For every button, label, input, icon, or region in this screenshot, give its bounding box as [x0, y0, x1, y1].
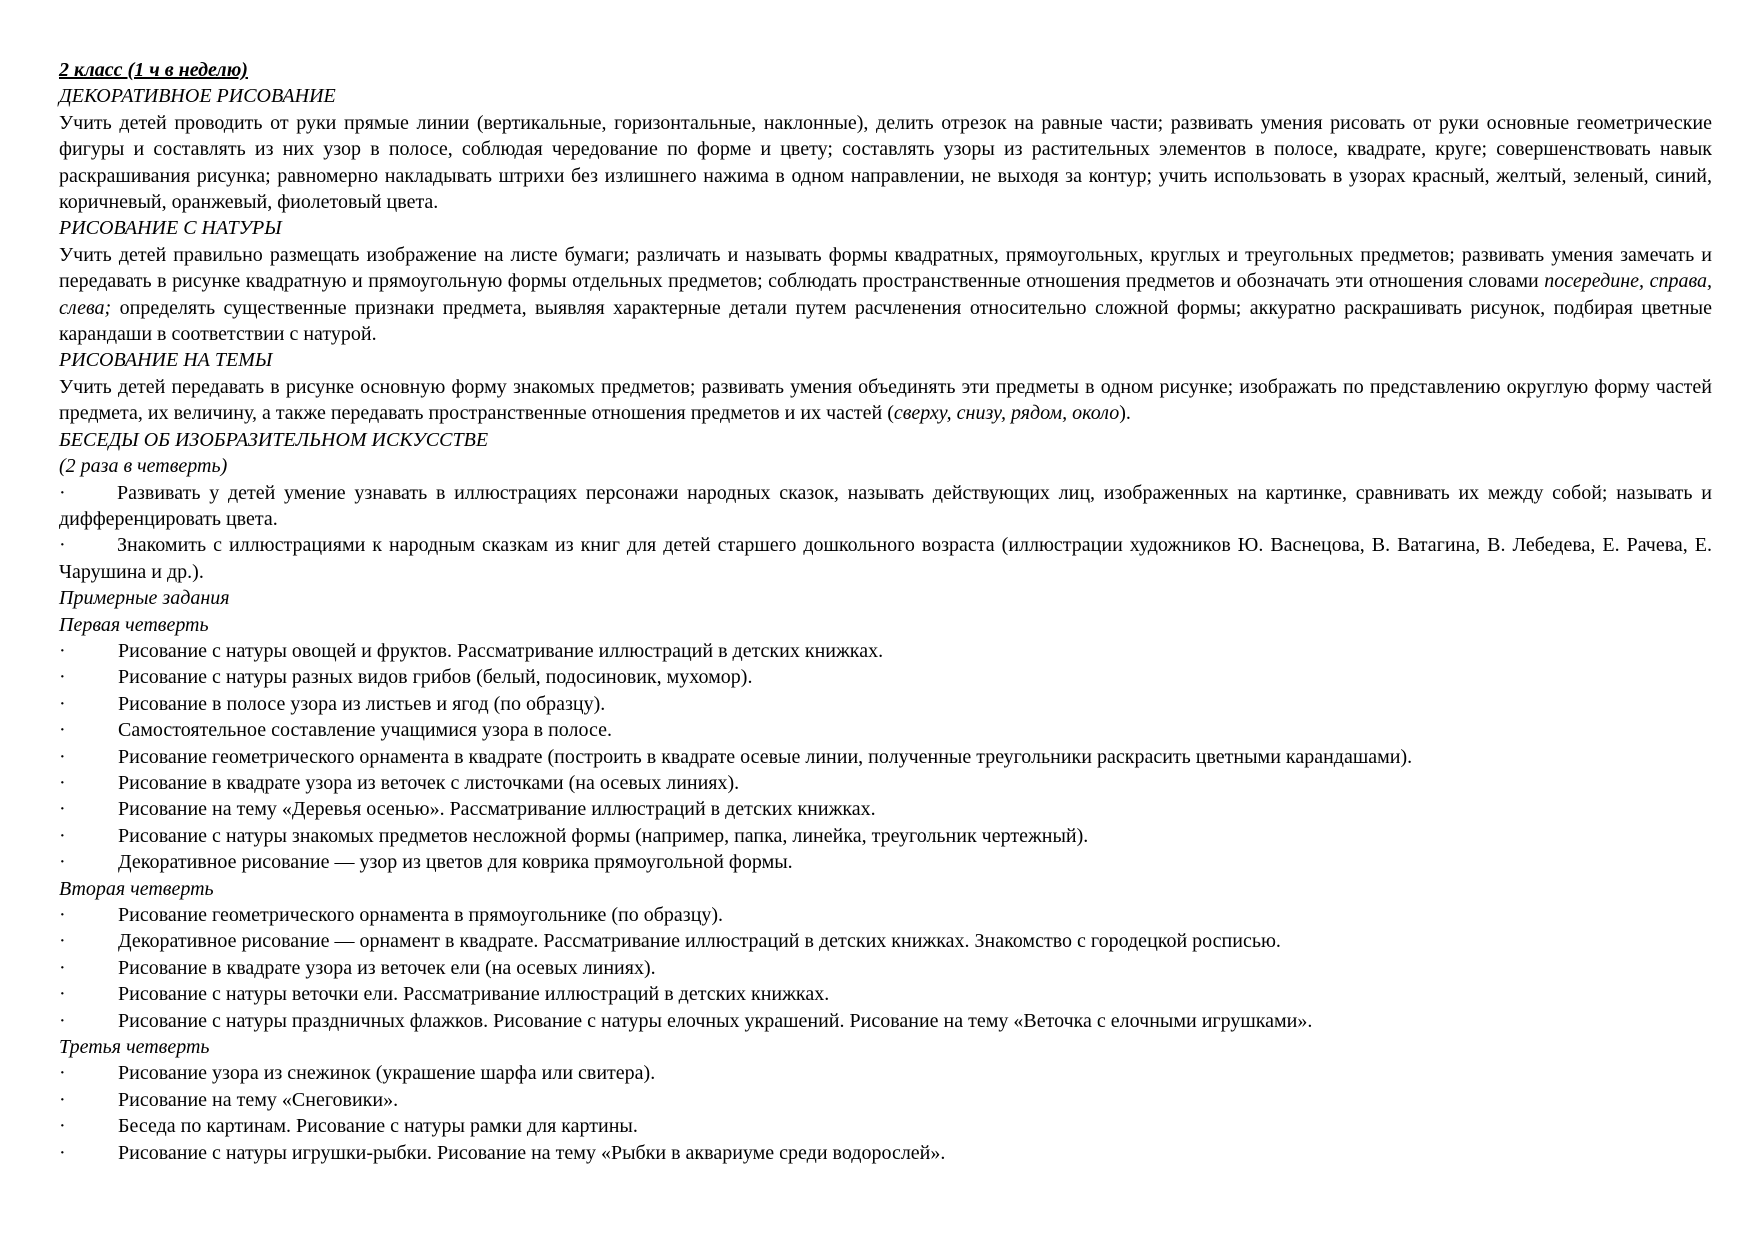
- bullet-dot: ·: [59, 639, 66, 662]
- section-heading-themes: РИСОВАНИЕ НА ТЕМЫ: [59, 349, 273, 372]
- quarter-1-heading: Первая четверть: [59, 613, 209, 636]
- section-text-themes: [59, 374, 1712, 427]
- list-item-text: Рисование с натуры знакомых предметов несложной формы (например, папка, линейка, треугольник чертежный).: [118, 824, 1089, 847]
- bullet-dot: ·: [59, 1062, 66, 1085]
- list-item: [59, 664, 1712, 690]
- list-item: [59, 1087, 1712, 1113]
- list-item: [59, 480, 1712, 533]
- list-item-text: Рисование в квадрате узора из веточек с листочками (на осевых линиях).: [118, 771, 740, 794]
- document-page: [59, 57, 1712, 1166]
- list-item: [59, 928, 1712, 954]
- bullet-dot: ·: [59, 692, 66, 715]
- tasks-heading: Примерные задания: [59, 587, 230, 610]
- list-item: [59, 744, 1712, 770]
- bullet-dot: ·: [59, 534, 66, 557]
- bullet-dot: ·: [59, 719, 66, 742]
- list-item: [59, 532, 1712, 585]
- section-heading-talks: БЕСЕДЫ ОБ ИЗОБРАЗИТЕЛЬНОМ ИСКУССТВЕ: [59, 428, 489, 451]
- section-text-nature: [59, 242, 1712, 348]
- list-item-text: Рисование геометрического орнамента в квадрате (построить в квадрате осевые линии, полученные треугольники раскрасить цветными карандашами).: [118, 745, 1413, 768]
- nature-text-emphasis: посередине, справа, слева;: [59, 270, 1712, 319]
- list-item: [59, 955, 1712, 981]
- list-item-text: Рисование с натуры разных видов грибов (белый, подосиновик, мухомор).: [118, 666, 753, 689]
- list-item-text: Знакомить с иллюстрациями к народным сказкам из книг для детей старшего дошкольного возраста (иллюстрации художников Ю. Васнецова, В. Ватагина, В. Лебедева, Е. Рачева, Е. Чарушина и др.).: [59, 534, 1712, 583]
- list-item: [59, 1113, 1712, 1139]
- list-item: [59, 981, 1712, 1007]
- list-item: [59, 796, 1712, 822]
- quarter-3-heading: Третья четверть: [59, 1036, 210, 1059]
- list-item: [59, 1008, 1712, 1034]
- list-item: [59, 691, 1712, 717]
- bullet-dot: ·: [59, 930, 66, 953]
- list-item: [59, 1060, 1712, 1086]
- bullet-dot: ·: [59, 824, 66, 847]
- section-heading-decorative: ДЕКОРАТИВНОЕ РИСОВАНИЕ: [59, 85, 336, 108]
- list-item: [59, 849, 1712, 875]
- list-item-text: Рисование на тему «Снеговики».: [118, 1088, 399, 1111]
- bullet-dot: ·: [59, 745, 66, 768]
- quarter-2-heading: Вторая четверть: [59, 877, 214, 900]
- themes-paren-close: ).: [1119, 402, 1131, 425]
- bullet-dot: ·: [59, 1009, 66, 1032]
- list-item-text: Развивать у детей умение узнавать в иллюстрациях персонажи народных сказок, называть действующих лиц, изображенных на картинке, сравнивать их между собой; называть и дифференцировать цвета.: [59, 481, 1712, 530]
- nature-text-part-2: определять существенные признаки предмета, выявляя характерные детали путем расчленения относительно сложной формы; аккуратно раскрашивать рисунок, подбирая цветные карандаши в соответствии с натурой.: [59, 296, 1712, 346]
- list-item-text: Рисование с натуры игрушки-рыбки. Рисование на тему «Рыбки в аквариуме среди водорослей».: [118, 1141, 946, 1164]
- list-item: [59, 717, 1712, 743]
- bullet-dot: ·: [59, 798, 66, 821]
- list-item-text: Самостоятельное составление учащимися узора в полосе.: [118, 719, 613, 742]
- list-item-text: Рисование в квадрате узора из веточек ели (на осевых линиях).: [118, 956, 656, 979]
- section-heading-nature: РИСОВАНИЕ С НАТУРЫ: [59, 217, 282, 240]
- list-item: [59, 1140, 1712, 1166]
- section-text-decorative: Учить детей проводить от руки прямые линии (вертикальные, горизонтальные, наклонные), делить отрезок на равные части; развивать умения рисовать от руки основные геометрические фигуры и составлять из них узор в полосе, соблюдая чередование по форме и цвету; составлять узоры из растительных элементов в полосе, квадрате, круге; совершенствовать навык раскрашивания рисунка; равномерно накладывать штрихи без излишнего нажима в одном направлении, не выходя за контур; учить использовать в узорах красный, желтый, зеленый, синий, коричневый, оранжевый, фиолетовый цвета.: [59, 111, 1712, 214]
- themes-text-emphasis: сверху, снизу, рядом, около: [893, 402, 1120, 425]
- list-item-text: Рисование в полосе узора из листьев и ягод (по образцу).: [118, 692, 606, 715]
- list-item: [59, 902, 1712, 928]
- list-item-text: Декоративное рисование — узор из цветов для коврика прямоугольной формы.: [118, 851, 793, 874]
- list-item-text: Рисование на тему «Деревья осенью». Рассматривание иллюстраций в детских книжках.: [118, 798, 876, 821]
- bullet-dot: ·: [59, 956, 66, 979]
- themes-paren-open: (: [887, 402, 894, 425]
- bullet-dot: ·: [59, 904, 66, 926]
- list-item-text: Рисование с натуры праздничных флажков. Рисование с натуры елочных украшений. Рисование на тему «Веточка с елочными игрушками».: [118, 1009, 1313, 1032]
- themes-text-part-1: Учить детей передавать в рисунке основную форму знакомых предметов; развивать умения объединять эти предметы в одном рисунке; изображать по представлению округлую форму частей предмета, их величину, а также передавать пространственные отношения предметов и их частей: [59, 375, 1712, 425]
- list-item: [59, 770, 1712, 796]
- list-item: [59, 638, 1712, 664]
- list-item-text: Рисование узора из снежинок (украшение шарфа или свитера).: [118, 1062, 656, 1085]
- list-item-text: Рисование с натуры овощей и фруктов. Рассматривание иллюстраций в детских книжках.: [118, 639, 884, 662]
- bullet-dot: ·: [59, 1088, 66, 1111]
- list-item: [59, 823, 1712, 849]
- nature-text-part-1: Учить детей правильно размещать изображение на листе бумаги; различать и называть формы квадратных, прямоугольных, круглых и треугольных предметов; развивать умения замечать и передавать в рисунке квадратную и прямоугольную формы отдельных предметов; соблюдать пространственные отношения предметов и обозначать эти отношения словами: [59, 243, 1712, 293]
- section-subheading-talks: (2 раза в четверть): [59, 455, 228, 478]
- bullet-dot: ·: [59, 851, 66, 874]
- page-title: 2 класс (1 ч в неделю): [59, 59, 248, 81]
- bullet-dot: ·: [59, 1115, 66, 1138]
- list-item-text: Декоративное рисование — орнамент в квадрате. Рассматривание иллюстраций в детских книжках. Знакомство с городецкой росписью.: [118, 930, 1281, 953]
- list-item-text: Рисование с натуры веточки ели. Рассматривание иллюстраций в детских книжках.: [118, 983, 830, 1006]
- bullet-dot: ·: [59, 666, 66, 689]
- list-item-text: Беседа по картинам. Рисование с натуры рамки для картины.: [118, 1115, 638, 1138]
- bullet-dot: ·: [59, 1141, 66, 1164]
- list-item-text: Рисование геометрического орнамента в прямоугольнике (по образцу).: [118, 904, 724, 926]
- bullet-dot: ·: [59, 983, 66, 1006]
- bullet-dot: ·: [59, 771, 66, 794]
- bullet-dot: ·: [59, 481, 66, 504]
